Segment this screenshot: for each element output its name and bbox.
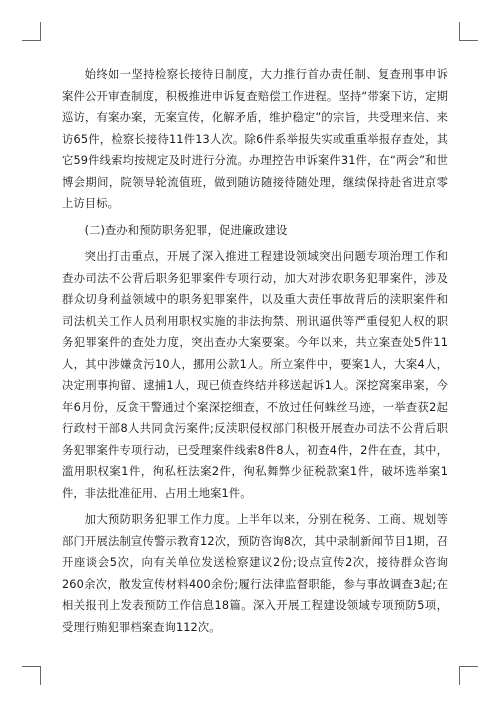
- crop-mark-top-left: [22, 22, 41, 41]
- crop-mark-bottom-right: [459, 666, 478, 685]
- crop-mark-top-right: [459, 22, 478, 41]
- crop-mark-bottom-left: [22, 666, 41, 685]
- document-body: [62, 64, 448, 643]
- paragraph-petition-work: 始终如一坚持检察长接待日制度，大力推行首办责任制、复查刑事申诉案件公开审查制度，积极推进申诉复查赔偿工作进程。坚持“带案下访，定期巡访，有案办案，无案宣传，化解矛盾，维护稳定”的宗旨，共受理来信、来访65件，检察长接待11件13人次。除6件系举报失实或重重举报存查处，其它59件线索均按规定及时进行分流。办理控告申诉案件31件，在“两会”和世博会期间，院领导轮流值班，做到随访随接待随处理，继续保持赴省进京零上访目标。: [62, 68, 448, 210]
- paragraph-crime-investigation: 突出打击重点，开展了深入推进工程建设领域突出问题专项治理工作和查办司法不公背后职务犯罪案件专项行动，加大对涉农职务犯罪案件，涉及群众切身利益领域中的职务犯罪案件，以及重大责任事故背后的渎职案件和司法机关工作人员利用职权实施的非法拘禁、刑讯逼供等严重侵犯人权的职务犯罪案件的查处力度，突出查办大案要案。今年以来，共立案查处5件11人，其中涉嫌贪污10人，挪用公款1人。所立案件中，要案1人，大案4人，决定刑事拘留、逮捕1人，现已侦查终结并移送起诉1人。深挖窝案串案，今年6月份，反贪干警通过个案深挖细查，不放过任何蛛丝马迹，一举查获2起行政村干部8人共同贪污案件;反渎职侵权部门积极开展查办司法不公背后职务犯罪案件专项行动，已受理案件线索8件8人，初查4件，2件在查，其中，滥用职权案1件，徇私枉法案2件，徇私舞弊少征税款案1件，破坏选举案1件，非法批准征用、占用土地案1件。: [62, 250, 448, 500]
- paragraph-crime-prevention: 加大预防职务犯罪工作力度。上半年以来，分别在税务、工商、规划等部门开展法制宣传警示教育12次，预防咨询8次，其中录制新闻节目1期，召开座谈会5次，向有关单位发送检察建议2份;设点宣传2次，接待群众咨询260余次，散发宣传材料400余份;履行法律监督职能，参与事故调查3起;在相关报刊上发表预防工作信息18篇。深入开展工程建设领域专项预防5项，受理行贿犯罪档案查询112次。: [62, 513, 448, 634]
- section-heading: (二)查办和预防职务犯罪，促进廉政建设: [84, 223, 288, 237]
